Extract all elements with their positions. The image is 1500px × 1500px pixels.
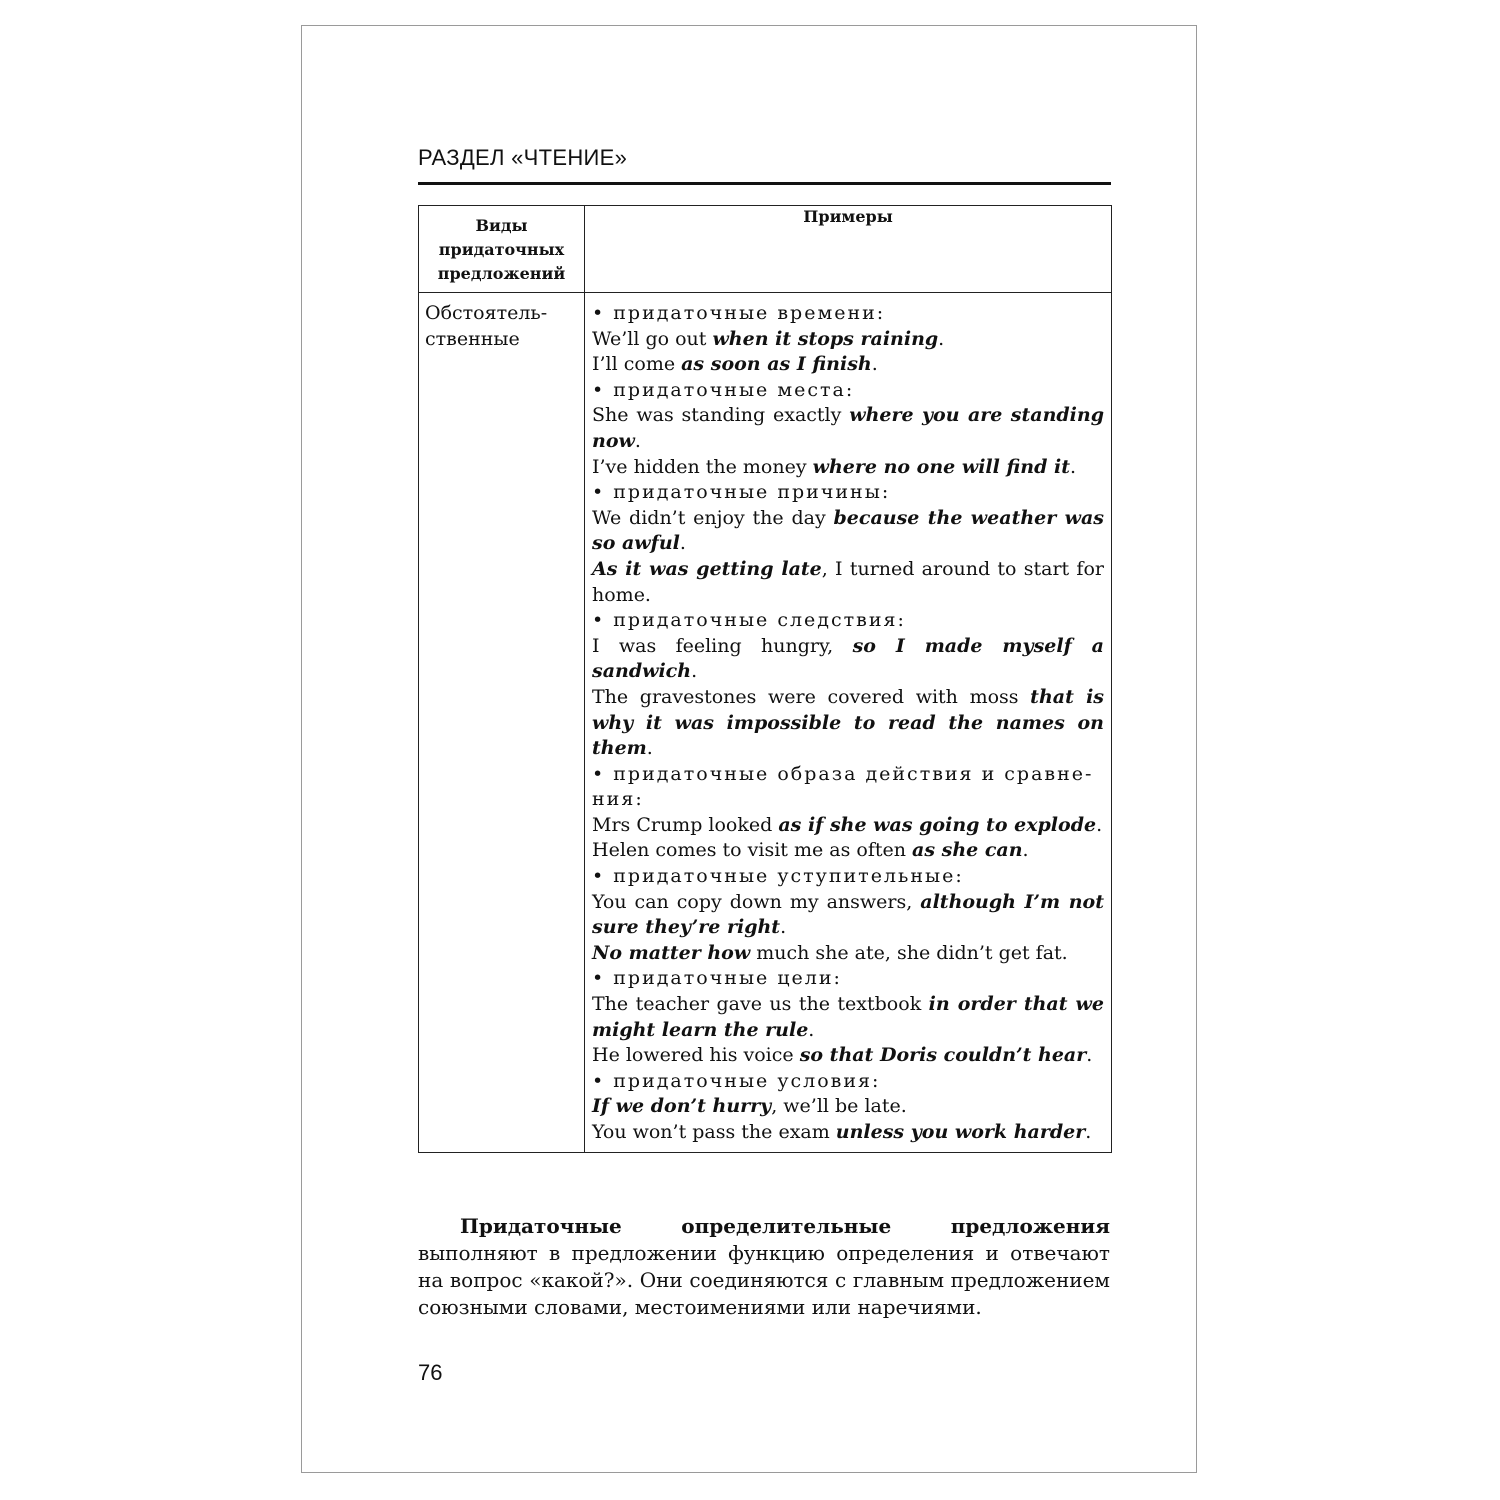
sentence-text: . [1096,813,1103,836]
clause-highlight: as soon as I finish [681,353,872,376]
clause-highlight: that is why it was impossible to read the names on them [592,685,1104,760]
sentence-text: . [1022,839,1029,862]
column-header-examples-text: Примеры [803,207,893,226]
example-sentence [592,403,1104,454]
sentence-text: . [808,1018,815,1041]
sentence-text: . [679,532,686,555]
clause-types-table [418,205,1112,1153]
paragraph-lead: Придаточные определительные предложения [460,1214,1110,1238]
sentence-text: We’ll go out [592,327,713,350]
sentence-text: . [646,737,653,760]
sentence-text: . [691,660,698,683]
example-sentence [592,327,1104,353]
sentence-text: Helen comes to visit me as often [592,839,913,862]
page-number: 76 [418,1360,443,1385]
sentence-text: We didn’t enjoy the day [592,506,834,529]
example-sentence [592,1043,1104,1069]
clause-highlight: No matter how [592,941,751,964]
clause-highlight: so that Doris couldn’t hear [799,1044,1087,1067]
clause-highlight: unless you work harder [835,1121,1086,1143]
clause-highlight: although I’m not sure they’re right [592,890,1104,939]
sentence-text: I was feeling hungry, [592,634,853,657]
example-sentence [592,1094,1104,1120]
sentence-text: . [871,353,878,376]
example-sentence [592,634,1104,685]
section-header: РАЗДЕЛ «ЧТЕНИЕ» [418,145,628,170]
body-paragraph [418,1213,1110,1321]
sentence-text: You won’t pass the exam [592,1121,836,1143]
sentence-text: I’ll come [592,353,682,376]
sentence-text: . [1085,1121,1092,1143]
example-sentence [592,992,1104,1043]
example-sentence [592,813,1104,839]
clause-subtype-label: • придаточные следствия: [592,609,906,632]
clause-highlight: As it was getting late [592,557,822,580]
example-sentence [592,685,1104,762]
sentence-text: The teacher gave us the textbook [592,993,929,1016]
clause-subtype-label: • придаточные места: [592,378,855,401]
sentence-text: Mrs Crump looked [592,813,779,836]
clause-highlight: If we don’t hurry [592,1095,772,1118]
sentence-text: . [938,327,945,350]
example-sentence [592,352,1104,378]
example-sentence [592,890,1104,941]
example-sentence [592,838,1104,864]
clause-subtype-label: • придаточные условия: [592,1069,881,1092]
sentence-text: , I turned around to start for home. [592,557,1104,606]
clause-subtype-label: • придаточные времени: [592,302,886,324]
example-sentence [592,1120,1104,1146]
header-rule [418,182,1111,185]
sentence-text: She was standing exactly [592,404,850,427]
clause-highlight: so I made myself a sandwich [592,634,1104,683]
example-sentence [592,455,1104,481]
clause-subtype-label: • придаточные цели: [592,967,842,990]
sentence-text: , we’ll be late. [771,1095,907,1118]
example-sentence [592,506,1104,557]
sentence-text: I’ve hidden the money [592,455,813,478]
column-header-kind [419,206,585,293]
clause-subtype-label: • придаточные уступительные: [592,865,964,888]
clause-highlight: as if she was going to explode [778,813,1097,836]
sentence-text: He lowered his voice [592,1044,800,1067]
table-row [419,293,1112,1153]
column-header-examples [585,206,1112,293]
clause-highlight: when it stops raining [712,327,939,350]
example-sentence [592,557,1104,608]
clause-highlight: because the weather was so awful [592,506,1105,555]
clause-highlight: where no one will find it [812,455,1071,478]
kind-cell [419,293,585,1153]
table-header-row [419,206,1112,293]
sentence-text: . [1086,1044,1093,1067]
sentence-text: . [1070,455,1077,478]
clause-subtype-label: • придаточные причины: [592,481,891,504]
sentence-text: much she ate, she didn’t get fat. [750,941,1068,964]
clause-subtype-label: • придаточные образа действия и сравне-ния: [592,762,1094,811]
clause-highlight: where you are standing now [592,404,1104,452]
sentence-text: . [634,429,641,452]
clause-highlight: as she can [912,839,1023,862]
sentence-text: . [780,916,787,939]
examples-list [592,301,1104,1146]
examples-cell [585,293,1112,1153]
sentence-text: The gravestones were covered with moss [592,685,1031,708]
kind-text: Обстоятель-ственные [425,302,548,350]
column-header-kind-text: Виды придаточных предложений [437,216,566,283]
example-sentence [592,941,1104,967]
sentence-text: You can copy down my answers, [592,890,921,913]
clause-highlight: in order that we might learn the rule [592,993,1104,1041]
paragraph-rest: выполняют в предложении функцию определения и отвечают на вопрос «какой?». Они соединяются с главным предложением союзными словами, местоимениями или наречиями. [418,1241,1110,1319]
